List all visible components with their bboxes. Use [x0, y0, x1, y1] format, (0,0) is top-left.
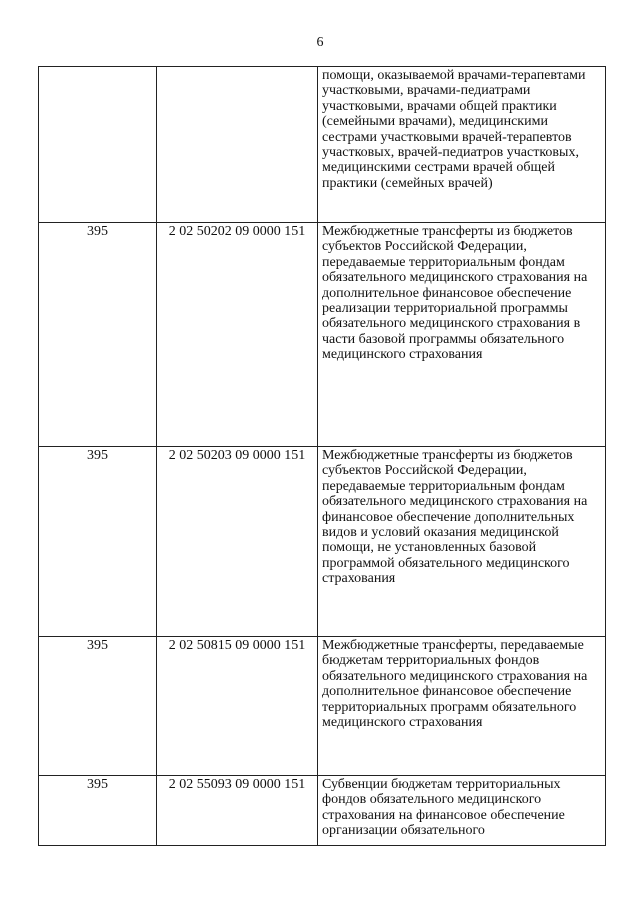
page-number: 6 — [316, 35, 324, 50]
table-row — [39, 447, 606, 637]
budget-code-cell — [157, 67, 318, 223]
admin-code-cell — [39, 67, 157, 223]
revenue-name-cell: Межбюджетные трансферты, передаваемые бюджетам территориальных фондов обязательного медицинского страхования на дополнительное финансовое обеспечение территориальных программ обязательного медицинского страхования — [318, 637, 606, 776]
admin-code-cell: 395 — [39, 637, 157, 776]
budget-code-cell: 2 02 50815 09 0000 151 — [157, 637, 318, 776]
budget-code-cell: 2 02 50202 09 0000 151 — [157, 223, 318, 447]
table-row — [39, 637, 606, 776]
table-row — [39, 223, 606, 447]
budget-code-cell: 2 02 50203 09 0000 151 — [157, 447, 318, 637]
table-row — [39, 67, 606, 223]
budget-code-cell: 2 02 55093 09 0000 151 — [157, 776, 318, 846]
table-row — [39, 776, 606, 846]
budget-classification-table — [38, 66, 606, 846]
admin-code-cell: 395 — [39, 776, 157, 846]
revenue-name-cell: Межбюджетные трансферты из бюджетов субъектов Российской Федерации, передаваемые территориальным фондам обязательного медицинского страхования на дополнительное финансовое обеспечение реализации территориальной программы обязательного медицинского страхования в части базовой программы обязательного медицинского страхования — [318, 223, 606, 447]
revenue-name-cell: Межбюджетные трансферты из бюджетов субъектов Российской Федерации, передаваемые территориальным фондам обязательного медицинского страхования на финансовое обеспечение дополнительных видов и условий оказания медицинской помощи, не установленных базовой программой обязательного медицинского страхования — [318, 447, 606, 637]
admin-code-cell: 395 — [39, 223, 157, 447]
revenue-name-cell: Субвенции бюджетам территориальных фондов обязательного медицинского страхования на финансовое обеспечение организации обязательного — [318, 776, 606, 846]
admin-code-cell: 395 — [39, 447, 157, 637]
revenue-name-cell: помощи, оказываемой врачами-терапевтами участковыми, врачами-педиатрами участковыми, врачами общей практики (семейными врачами), медицинскими сестрами участковыми врачей-терапевтов участковых, врачей-педиатров участковых, медицинскими сестрами врачей общей практики (семейных врачей) — [318, 67, 606, 223]
